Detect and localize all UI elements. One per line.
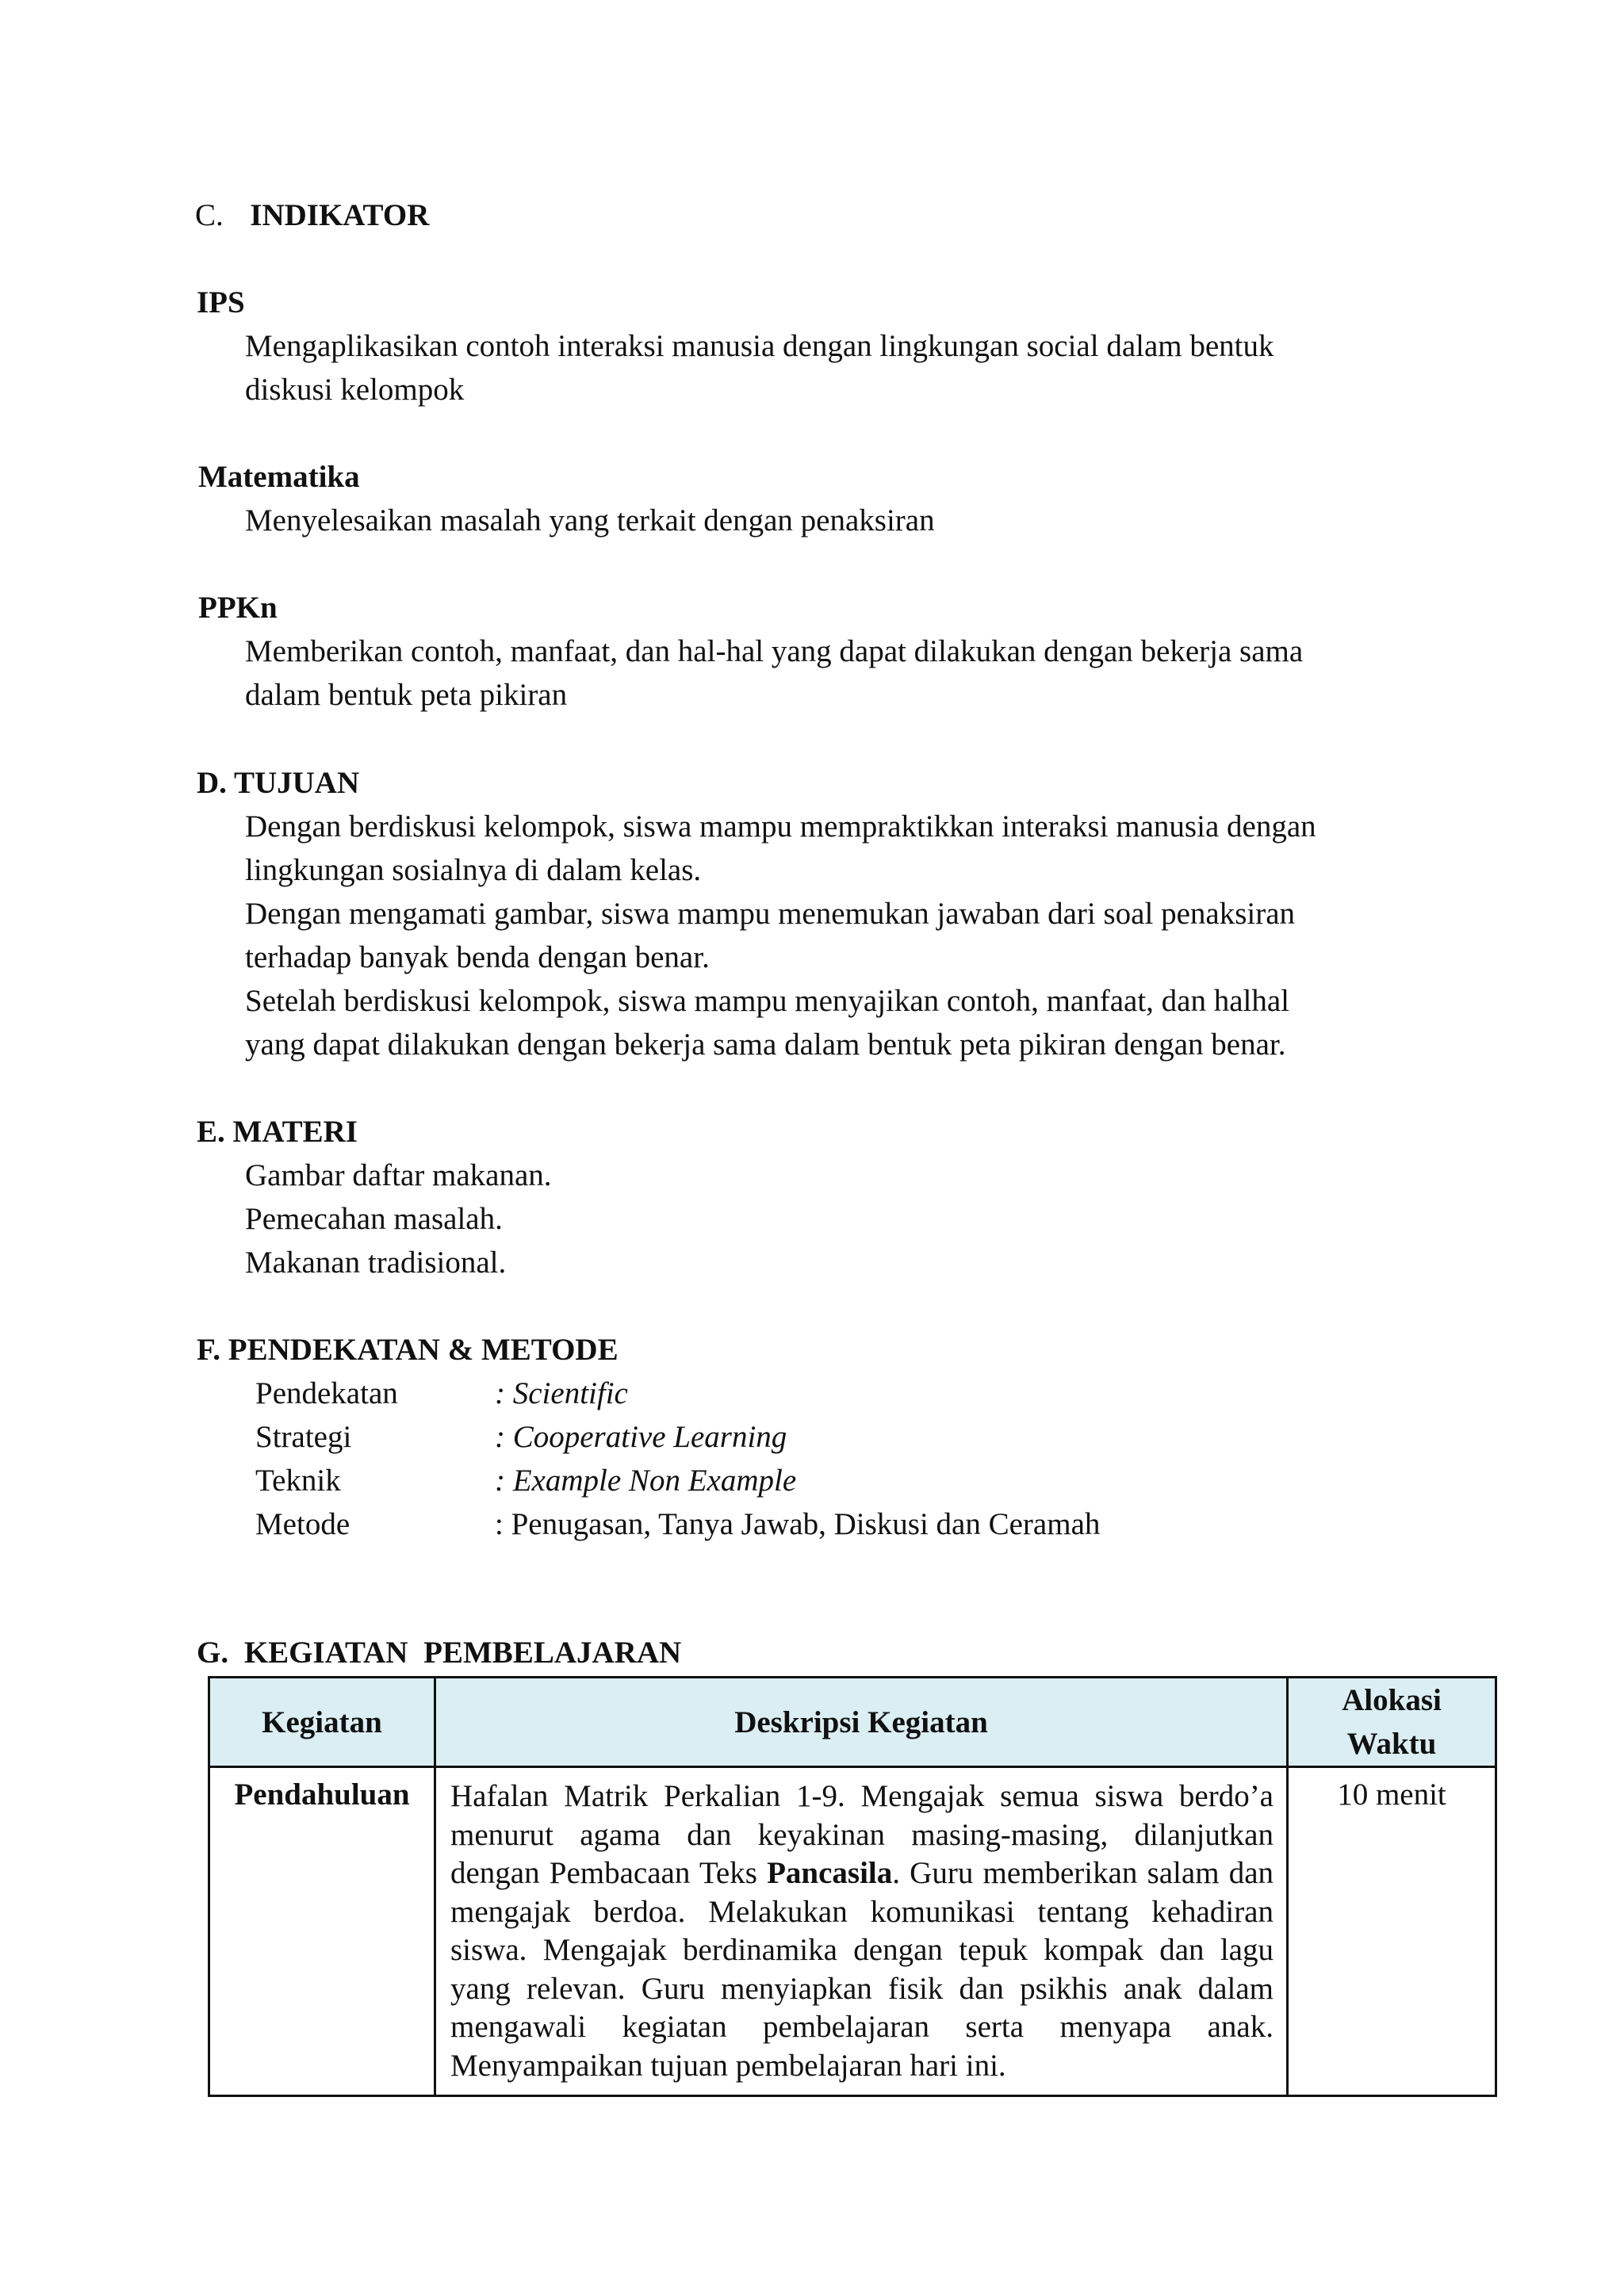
- method-value: : Scientific: [495, 1376, 628, 1410]
- method-label: Metode: [255, 1507, 350, 1541]
- method-row: [255, 1415, 787, 1459]
- method-value: : Cooperative Learning: [495, 1420, 787, 1454]
- table-header-row: [209, 1678, 1496, 1767]
- materi-line-1: Gambar daftar makanan.: [245, 1158, 552, 1192]
- cell-waktu: 10 menit: [1288, 1767, 1496, 2096]
- ips-line-1: Mengaplikasikan contoh interaksi manusia dengan lingkungan social dalam bentuk: [245, 329, 1274, 363]
- tujuan-line-2: lingkungan sosialnya di dalam kelas.: [245, 853, 702, 887]
- ips-label: IPS: [197, 285, 245, 320]
- tujuan-line-5: Setelah berdiskusi kelompok, siswa mampu menyajikan contoh, manfaat, dan halhal: [245, 984, 1290, 1018]
- header-alokasi-line-2: Waktu: [1346, 1727, 1437, 1761]
- method-row: [255, 1459, 796, 1502]
- method-value: : Example Non Example: [495, 1464, 797, 1498]
- method-value: : Penugasan, Tanya Jawab, Diskusi dan Ceramah: [495, 1507, 1101, 1541]
- cell-kegiatan: Pendahuluan: [209, 1767, 435, 2096]
- desc-text: Hafalan Matrik Perkalian 1-9. Mengajak semua siswa berdo’a menurut agama dan keyakinan masing-masing, dilanjutkan dengan Pembacaan Teks: [450, 1779, 1274, 1890]
- method-label: Pendekatan: [255, 1376, 398, 1410]
- section-c-heading: [195, 193, 429, 237]
- materi-line-3: Makanan tradisional.: [245, 1246, 507, 1280]
- method-row: [255, 1502, 1100, 1546]
- header-alokasi-line-1: Alokasi: [1342, 1683, 1442, 1717]
- method-label: Teknik: [255, 1464, 341, 1498]
- ppkn-label: PPKn: [198, 591, 278, 625]
- section-d-title: D. TUJUAN: [197, 766, 360, 800]
- desc-text-after: . Guru memberikan salam dan mengajak berdoa. Melakukan komunikasi tentang kehadiran siswa. Mengajak berdinamika dengan tepuk kompak dan lagu yang relevan. Guru menyiapkan fisik dan psikhis anak dalam mengawali kegiatan pembelajaran serta menyapa anak. Menyampaikan tujuan pembelajaran hari ini.: [450, 1856, 1274, 2083]
- ppkn-line-1: Memberikan contoh, manfaat, dan hal-hal yang dapat dilakukan dengan bekerja sama: [245, 634, 1304, 668]
- section-g-title: G. KEGIATAN PEMBELAJARAN: [197, 1636, 682, 1670]
- tujuan-line-3: Dengan mengamati gambar, siswa mampu menemukan jawaban dari soal penaksiran: [245, 897, 1296, 931]
- tujuan-line-6: yang dapat dilakukan dengan bekerja sama dalam bentuk peta pikiran dengan benar.: [245, 1027, 1286, 1062]
- method-label: Strategi: [255, 1420, 352, 1454]
- matematika-line-1: Menyelesaikan masalah yang terkait dengan penaksiran: [245, 503, 935, 538]
- tujuan-line-1: Dengan berdiskusi kelompok, siswa mampu mempraktikkan interaksi manusia dengan: [245, 809, 1316, 844]
- section-c-prefix: C.: [195, 198, 224, 232]
- materi-line-2: Pemecahan masalah.: [245, 1202, 503, 1236]
- method-row: [255, 1372, 628, 1415]
- ppkn-line-2: dalam bentuk peta pikiran: [245, 678, 568, 712]
- table-row: [209, 1767, 1496, 2096]
- activity-table: [208, 1676, 1497, 2097]
- desc-bold-text: Pancasila: [767, 1856, 893, 1890]
- header-alokasi: [1288, 1678, 1496, 1767]
- header-kegiatan: Kegiatan: [209, 1678, 435, 1767]
- cell-deskripsi: [435, 1767, 1288, 2096]
- section-f-title: F. PENDEKATAN & METODE: [197, 1333, 619, 1367]
- tujuan-line-4: terhadap banyak benda dengan benar.: [245, 940, 710, 974]
- section-c-title: INDIKATOR: [250, 198, 430, 232]
- matematika-label: Matematika: [198, 460, 360, 494]
- section-e-title: E. MATERI: [197, 1115, 358, 1149]
- header-deskripsi: Deskripsi Kegiatan: [435, 1678, 1288, 1767]
- ips-line-2: diskusi kelompok: [245, 373, 465, 407]
